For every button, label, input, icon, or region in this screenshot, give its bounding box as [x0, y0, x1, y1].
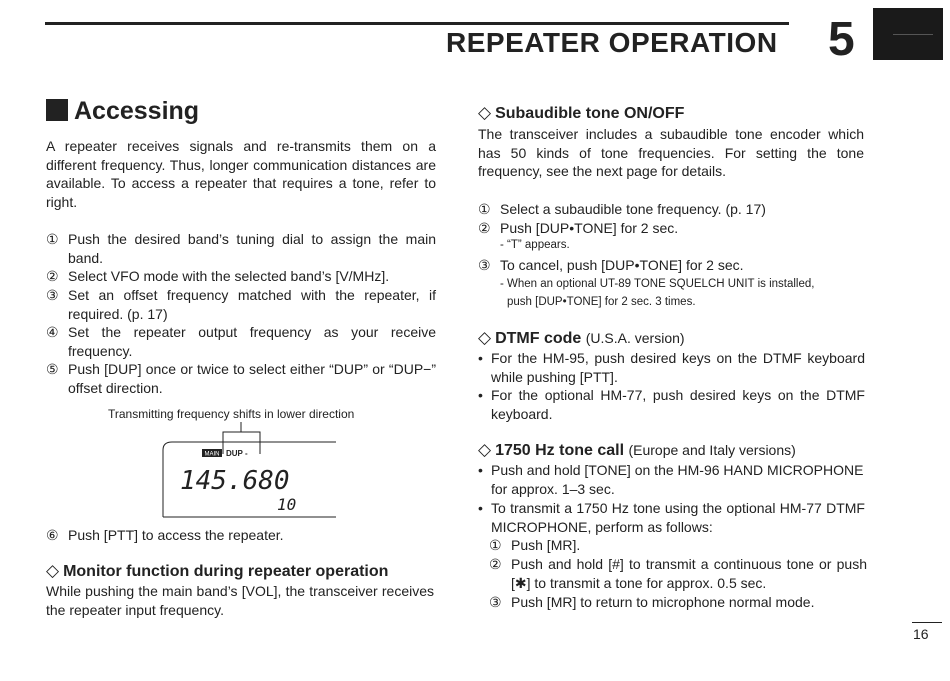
- figure-caption: Transmitting frequency shifts in lower direction: [108, 407, 355, 421]
- section-title: REPEATER OPERATION: [446, 27, 778, 58]
- chapter-tab: [873, 8, 943, 60]
- chapter-number: 5: [828, 13, 855, 66]
- subaudible-step-3: ③ To cancel, push [DUP•TONE] for 2 sec.: [478, 257, 744, 273]
- access-step-1: ① Push the desired band’s tuning dial to assign the main band.: [46, 231, 436, 266]
- access-step-4: ④ Set the repeater output frequency as your receive frequency.: [46, 324, 436, 359]
- lcd-sub-digits: 10: [277, 495, 297, 514]
- main-indicator: MAIN: [204, 451, 220, 458]
- square-bullet-icon: [46, 99, 68, 121]
- diamond-icon: ◇: [478, 328, 492, 347]
- subaudible-heading: ◇ Subaudible tone ON/OFF: [478, 103, 685, 122]
- diamond-icon: ◇: [478, 440, 492, 459]
- header-rule: [45, 22, 789, 25]
- dtmf-heading: ◇ DTMF code (U.S.A. version): [478, 328, 685, 347]
- subaudible-step-1: ① Select a subaudible tone frequency. (p. 17): [478, 201, 766, 217]
- monitor-heading: ◇ Monitor function during repeater operation: [46, 561, 389, 580]
- lcd-frequency: 145.680: [180, 466, 290, 496]
- diamond-icon: ◇: [46, 561, 60, 580]
- diamond-icon: ◇: [478, 103, 492, 122]
- subaudible-note-2b: push [DUP•TONE] for 2 sec. 3 times.: [507, 296, 696, 308]
- dtmf-item-2: • For the optional HM-77, push desired keys on the DTMF keyboard.: [478, 387, 865, 422]
- accessing-intro: A repeater receives signals and re-transmits them on a different frequency. Thus, longer communication distances are available. To access a repeater that requires a tone, refer to right.: [46, 138, 436, 211]
- dtmf-item-1: • For the HM-95, push desired keys on the DTMF keyboard while pushing [PTT].: [478, 350, 865, 385]
- footer-rule: [912, 622, 942, 623]
- subaudible-note-1: - “T” appears.: [500, 239, 570, 251]
- dup-indicator: DUP -: [226, 449, 248, 458]
- tone-call-step-2: ② Push and hold [#] to transmit a continuous tone or push [✱] to transmit a tone for approx. 0.5 sec.: [489, 556, 867, 591]
- tone-call-item-2: • To transmit a 1750 Hz tone using the optional HM-77 DTMF MICROPHONE, perform as follows:: [478, 500, 865, 535]
- access-step-2: ② Select VFO mode with the selected band’s [V/MHz].: [46, 268, 390, 284]
- accessing-heading: Accessing: [46, 97, 199, 126]
- tone-call-step-1: ① Push [MR].: [489, 537, 581, 553]
- subaudible-intro: The transceiver includes a subaudible tone encoder which has 50 kinds of tone frequencies. For setting the tone frequency, see the next page for details.: [478, 126, 864, 180]
- lcd-figure: [160, 422, 340, 522]
- monitor-text: While pushing the main band’s [VOL], the transceiver receives the repeater input frequency.: [46, 583, 434, 618]
- access-step-6: ⑥ Push [PTT] to access the repeater.: [46, 527, 284, 543]
- subaudible-step-2: ② Push [DUP•TONE] for 2 sec.: [478, 220, 679, 236]
- access-step-5: ⑤ Push [DUP] once or twice to select either “DUP” or “DUP−” offset direction.: [46, 361, 436, 396]
- page-number: 16: [913, 626, 929, 642]
- subaudible-note-2a: - When an optional UT-89 TONE SQUELCH UNIT is installed,: [500, 278, 815, 290]
- tone-call-heading: ◇ 1750 Hz tone call (Europe and Italy versions): [478, 440, 796, 459]
- tone-call-step-3: ③ Push [MR] to return to microphone normal mode.: [489, 594, 815, 610]
- tone-call-item-1: • Push and hold [TONE] on the HM-96 HAND MICROPHONE for approx. 1–3 sec.: [478, 462, 864, 497]
- access-step-3: ③ Set an offset frequency matched with the repeater, if required. (p. 17): [46, 287, 436, 322]
